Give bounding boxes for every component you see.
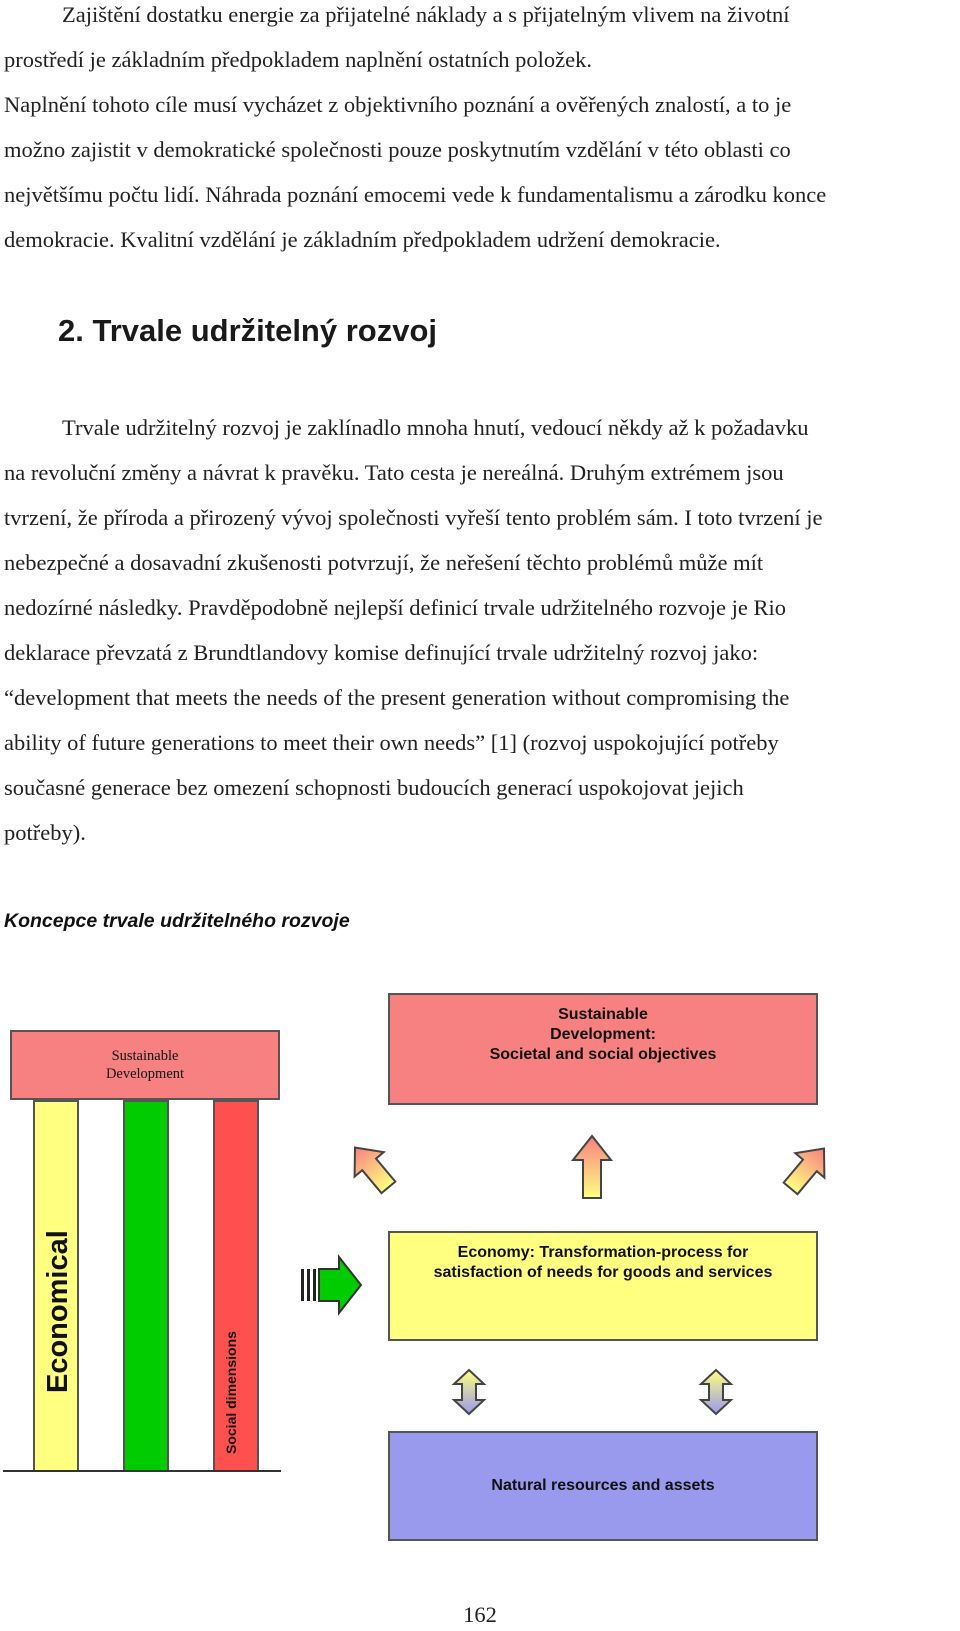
- page-number: 162: [463, 1602, 497, 1627]
- box-label: Economy: Transformation-process for: [457, 1244, 749, 1261]
- text-line: Trvale udržitelný rozvoj je zaklínadlo mnoha hnutí, vedoucí někdy až k požadavku: [62, 415, 809, 440]
- text-line: ability of future generations to meet their own needs” [1] (rozvoj uspokojující potřeby: [4, 730, 779, 755]
- text-line: na revoluční změny a návrat k pravěku. Tato cesta je nereálná. Druhým extrémem jsou: [4, 460, 784, 485]
- roof-label: Development: [105, 1066, 185, 1082]
- text-line: možno zajistit v demokratické společnosti pouze poskytnutím vzdělání v této oblasti co: [4, 137, 791, 162]
- text-line: potřeby).: [4, 820, 86, 845]
- box-label: satisfaction of needs for goods and services: [433, 1264, 773, 1281]
- text-line: současné generace bez omezení schopnosti budoucích generací uspokojovat jejich: [4, 775, 744, 800]
- transition-arrow-icon: [301, 1257, 361, 1313]
- box-label: Sustainable: [558, 1006, 648, 1023]
- text-line: demokracie. Kvalitní vzdělání je základním předpokladem udržení demokracie.: [4, 227, 721, 252]
- figure-title: Koncepce trvale udržitelného rozvoje: [4, 910, 350, 932]
- text-line: největšímu počtu lidí. Náhrada poznání emocemi vede k fundamentalismu a zárodku konce: [4, 182, 827, 207]
- box-label: Natural resources and assets: [491, 1477, 715, 1494]
- text-line: tvrzení, že příroda a přirozený vývoj společnosti vyřeší tento problém sám. I toto tvrzení je: [4, 505, 823, 530]
- section-heading: 2. Trvale udržitelný rozvoj: [58, 313, 438, 348]
- double-arrow-icon: [454, 1370, 484, 1414]
- pillar-economical-label: Economical: [42, 1230, 74, 1393]
- text-line: Zajištění dostatku energie za přijatelné náklady a s přijatelným vlivem na životní: [62, 2, 790, 27]
- text-line: Naplnění tohoto cíle musí vycházet z objektivního poznání a ověřených znalostí, a to je: [4, 92, 792, 117]
- text-line: deklarace převzatá z Brundtlandovy komise definující trvale udržitelný rozvoj jako:: [4, 640, 759, 665]
- up-arrow-icon: [573, 1136, 611, 1198]
- up-arrow-icon: [776, 1136, 839, 1200]
- text-line: nebezpečné a dosavadní zkušenosti potvrzují, že neřešení těchto problémů může mít: [4, 550, 764, 575]
- up-arrow-icon: [340, 1135, 403, 1199]
- text-line: nedozírné následky. Pravděpodobně nejlepší definicí trvale udržitelného rozvoje je Rio: [4, 595, 787, 620]
- box-label: Development:: [550, 1026, 656, 1043]
- box-label: Societal and social objectives: [489, 1046, 717, 1063]
- text-line: “development that meets the needs of the present generation without compromising the: [4, 685, 790, 710]
- pillar-social-label: Social dimensions: [223, 1331, 239, 1454]
- double-arrow-icon: [701, 1370, 731, 1414]
- roof-label: Sustainable: [111, 1048, 179, 1064]
- text-line: prostředí je základním předpokladem naplnění ostatních položek.: [4, 47, 592, 72]
